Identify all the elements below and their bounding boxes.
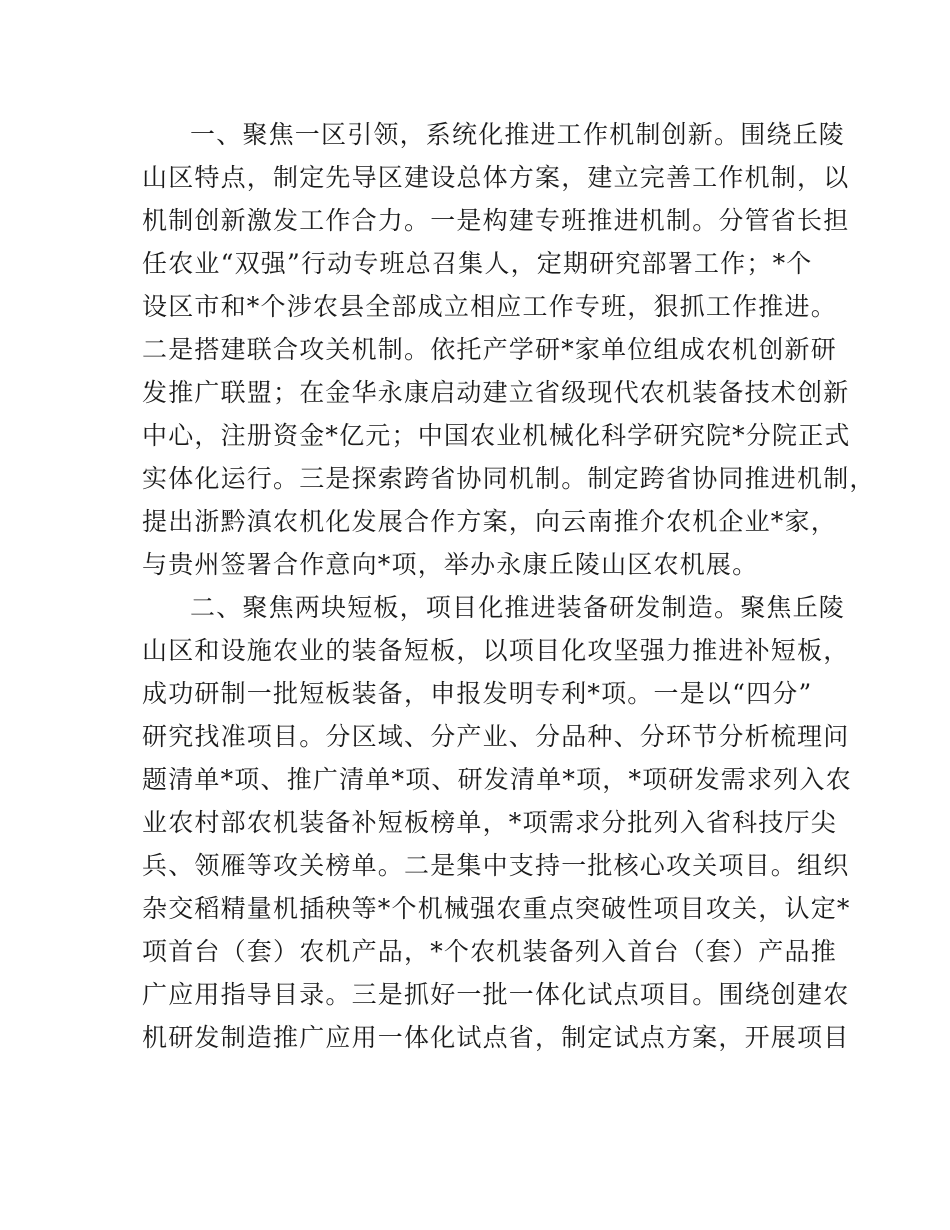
paragraph-1-line-6: 二是搭建联合攻关机制。依托产学研*家单位组成农机创新研 <box>142 335 837 364</box>
paragraph-2-line-9: 项首台（套）农机产品，*个农机装备列入首台（套）产品推 <box>142 937 837 966</box>
paragraph-2-line-7: 兵、领雁等攻关榜单。二是集中支持一批核心攻关项目。组织 <box>142 851 850 880</box>
paragraph-2-line-8: 杂交稻精量机插秧等*个机械强农重点突破性项目攻关，认定* <box>142 894 851 923</box>
paragraph-2-line-2: 山区和设施农业的装备短板，以项目化攻坚强力推进补短板， <box>142 636 850 665</box>
paragraph-1-line-10: 提出浙黔滇农机化发展合作方案，向云南推介农机企业*家， <box>142 507 837 536</box>
body-text <box>142 113 876 1059</box>
paragraph-1-line-7: 发推广联盟；在金华永康启动建立省级现代农机装备技术创新 <box>142 378 850 407</box>
paragraph-2-line-10: 广应用指导目录。三是抓好一批一体化试点项目。围绕创建农 <box>142 980 850 1009</box>
paragraph-1-line-1: 一、聚焦一区引领，系统化推进工作机制创新。围绕丘陵 <box>190 120 846 149</box>
paragraph-2-line-1: 二、聚焦两块短板，项目化推进装备研发制造。聚焦丘陵 <box>190 593 846 622</box>
paragraph-1-line-9: 实体化运行。三是探索跨省协同机制。制定跨省协同推进机制， <box>142 464 876 493</box>
paragraph-2-line-6: 业农村部农机装备补短板榜单，*项需求分批列入省科技厅尖 <box>142 808 837 837</box>
paragraph-2-line-11: 机研发制造推广应用一体化试点省，制定试点方案，开展项目 <box>142 1023 850 1052</box>
paragraph-1-line-4: 任农业“双强”行动专班总召集人，定期研究部署工作；*个 <box>142 249 813 278</box>
paragraph-2-line-5: 题清单*项、推广清单*项、研发清单*项，*项研发需求列入农 <box>142 765 852 794</box>
paragraph-1-line-8: 中心，注册资金*亿元；中国农业机械化科学研究院*分院正式 <box>142 421 851 450</box>
paragraph-1-line-11: 与贵州签署合作意向*项，举办永康丘陵山区农机展。 <box>142 550 759 579</box>
paragraph-1-line-2: 山区特点，制定先导区建设总体方案，建立完善工作机制，以 <box>142 163 850 192</box>
paragraph-1-line-3: 机制创新激发工作合力。一是构建专班推进机制。分管省长担 <box>142 206 850 235</box>
paragraph-1-line-5: 设区市和*个涉农县全部成立相应工作专班，狠抓工作推进。 <box>142 292 837 321</box>
paragraph-2-line-4: 研究找准项目。分区域、分产业、分品种、分环节分析梳理问 <box>142 722 850 751</box>
paragraph-2-line-3: 成功研制一批短板装备，申报发明专利*项。一是以“四分” <box>142 679 813 708</box>
